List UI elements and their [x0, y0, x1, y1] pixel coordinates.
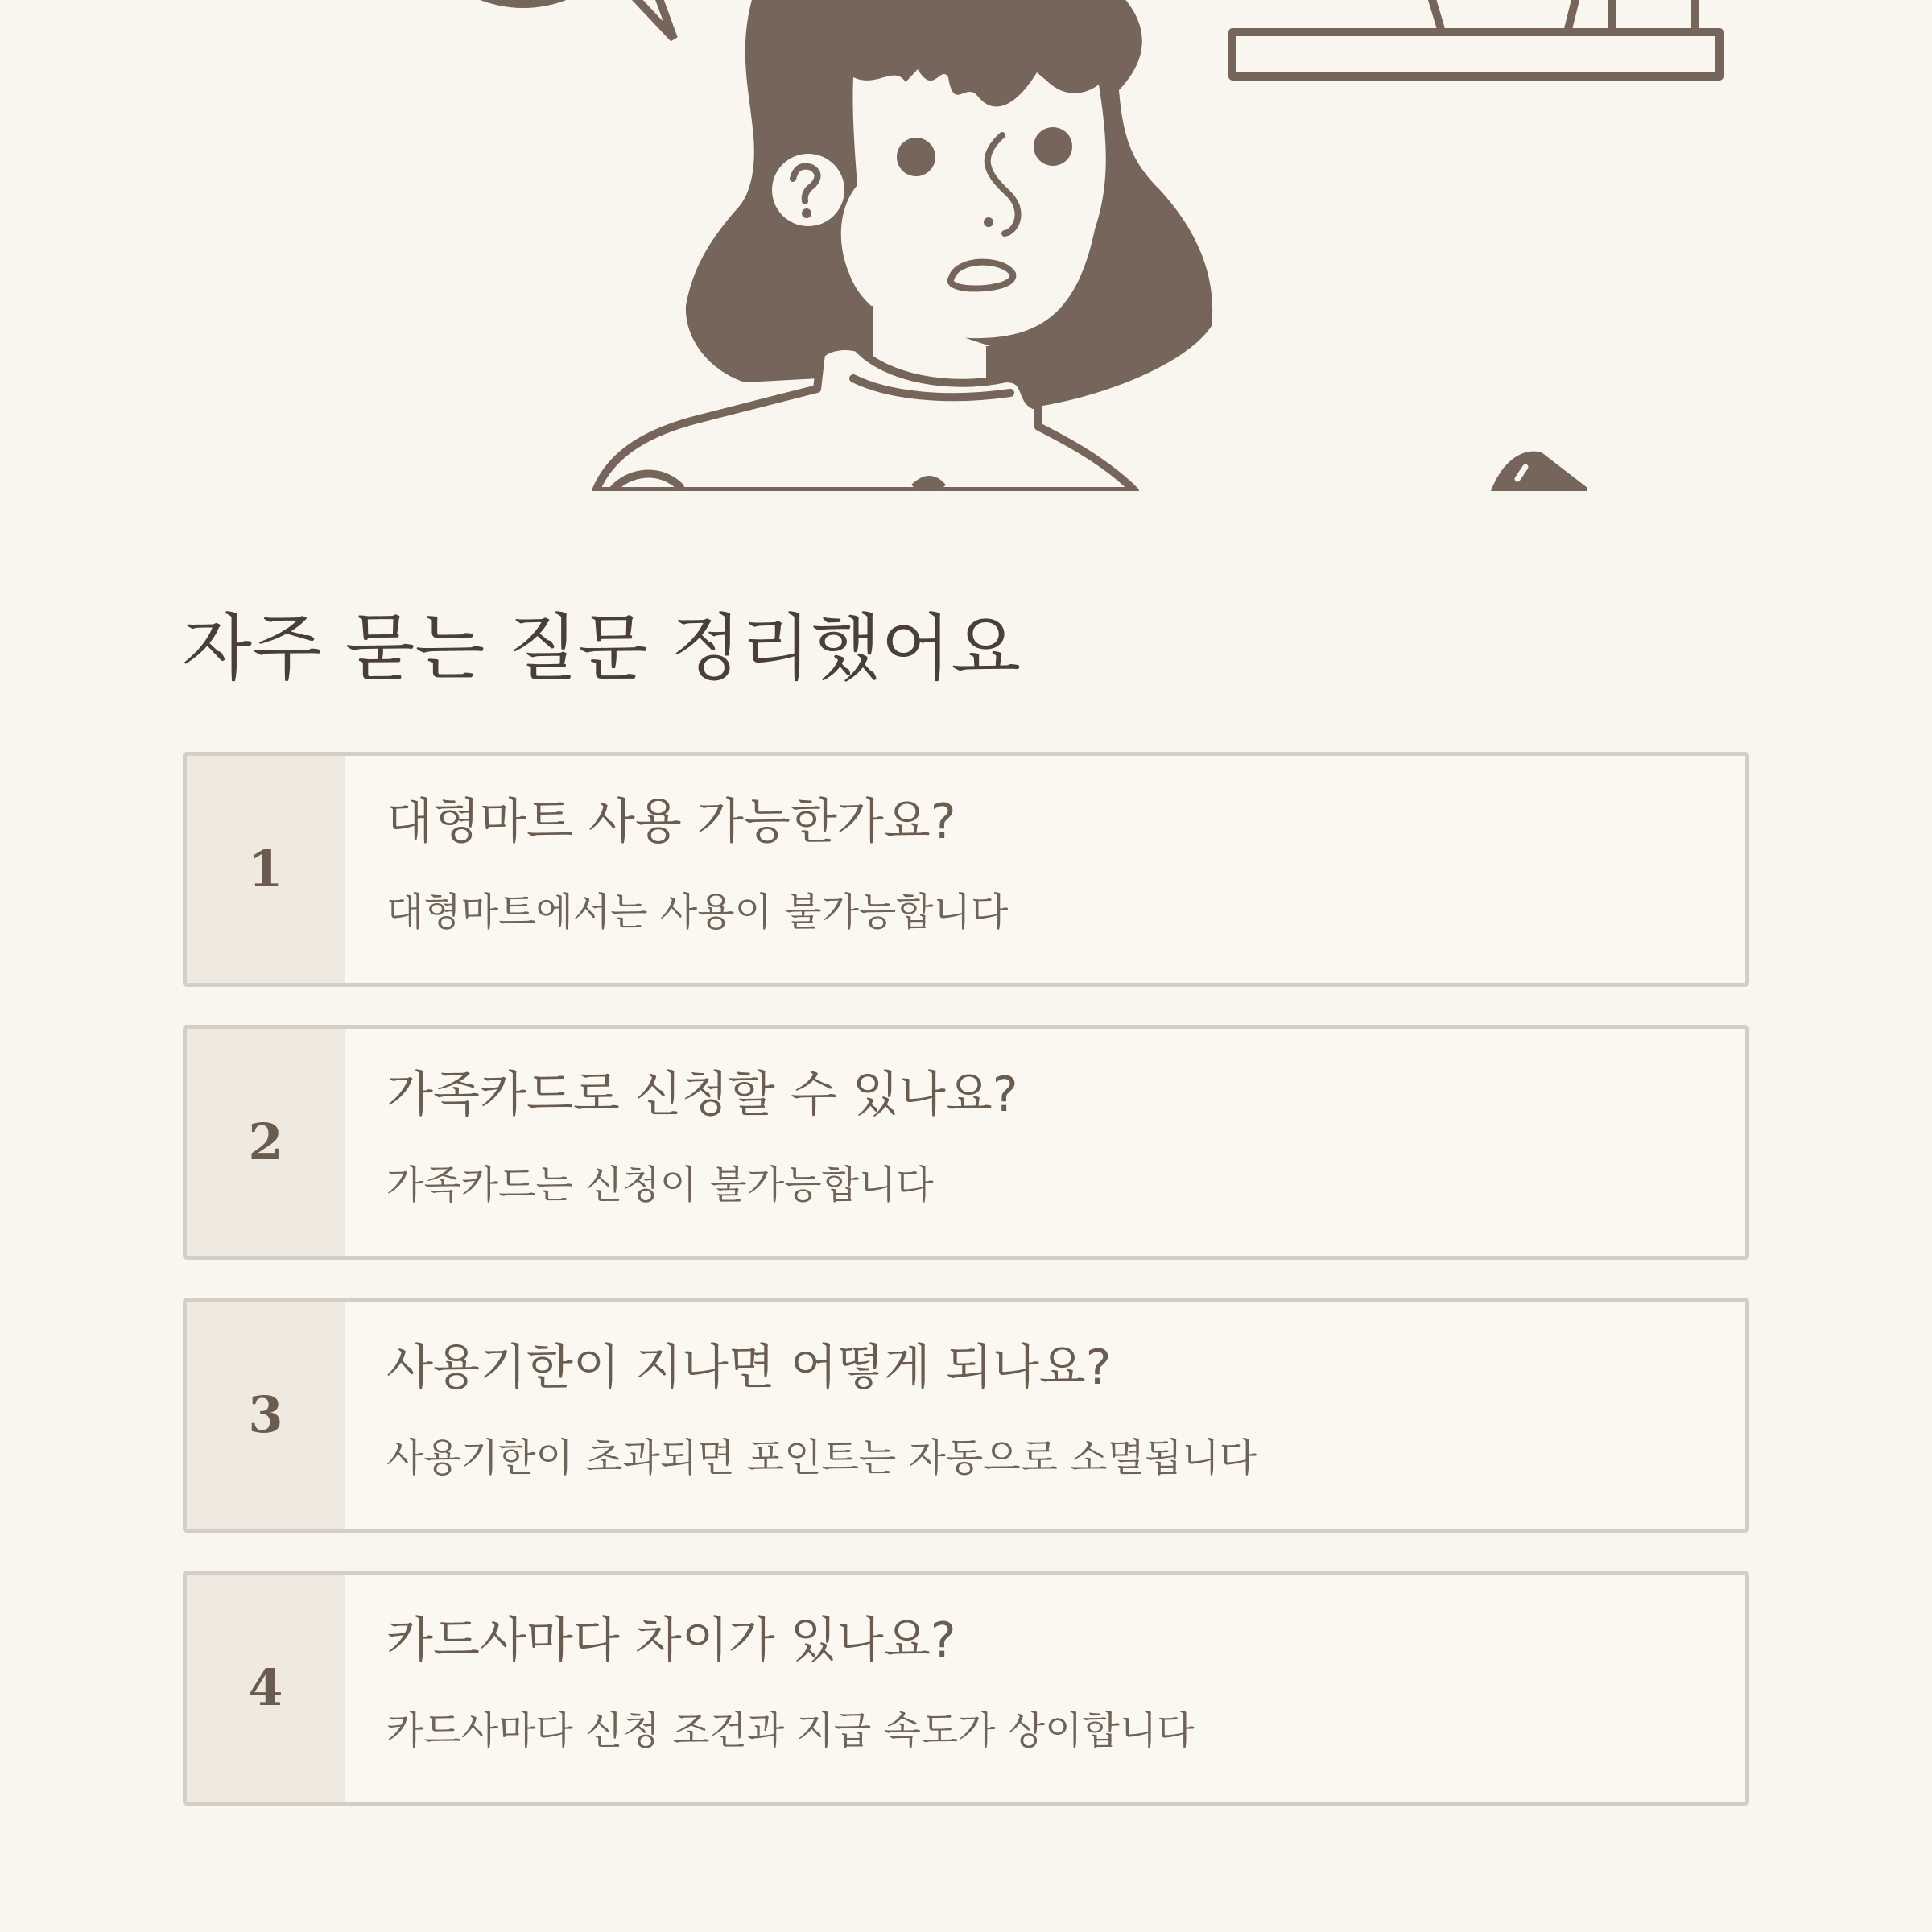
- shelf-icon: [1232, 0, 1719, 76]
- faq-number: 3: [248, 1385, 283, 1444]
- faq-item[interactable]: [183, 1298, 1749, 1533]
- faq-answer: 가족카드는 신청이 불가능합니다: [386, 1162, 934, 1208]
- faq-item[interactable]: [183, 752, 1749, 987]
- faq-item[interactable]: [183, 1025, 1749, 1260]
- number-cell: [187, 1029, 345, 1256]
- faq-number: 1: [248, 840, 283, 898]
- plant-leaf-icon: [1491, 452, 1587, 491]
- confused-woman-illustration: [0, 0, 1932, 491]
- number-cell: [187, 1302, 345, 1529]
- number-cell: [187, 756, 345, 983]
- faq-number: 2: [248, 1113, 283, 1171]
- faq-question: 사용기한이 지나면 어떻게 되나요?: [386, 1340, 1112, 1396]
- faq-answer: 사용기한이 초과되면 포인트는 자동으로 소멸됩니다: [386, 1435, 1257, 1480]
- faq-item[interactable]: [183, 1571, 1749, 1806]
- faq-answer: 카드사마다 신청 조건과 지급 속도가 상이합니다: [386, 1708, 1195, 1753]
- faq-answer: 대형마트에서는 사용이 불가능합니다: [386, 890, 1009, 935]
- woman-figure: [596, 0, 1212, 491]
- speech-bubble-icon: [483, 0, 674, 39]
- faq-question: 가족카드로 신청할 수 있나요?: [386, 1067, 1018, 1123]
- faq-number: 4: [248, 1658, 283, 1717]
- faq-question: 대형마트 사용 가능한가요?: [386, 794, 956, 850]
- faq-list: [183, 752, 1749, 1843]
- number-cell: [187, 1575, 345, 1802]
- page-title: 자주 묻는 질문 정리했어요: [182, 606, 1022, 691]
- faq-question: 카드사마다 차이가 있나요?: [386, 1612, 956, 1669]
